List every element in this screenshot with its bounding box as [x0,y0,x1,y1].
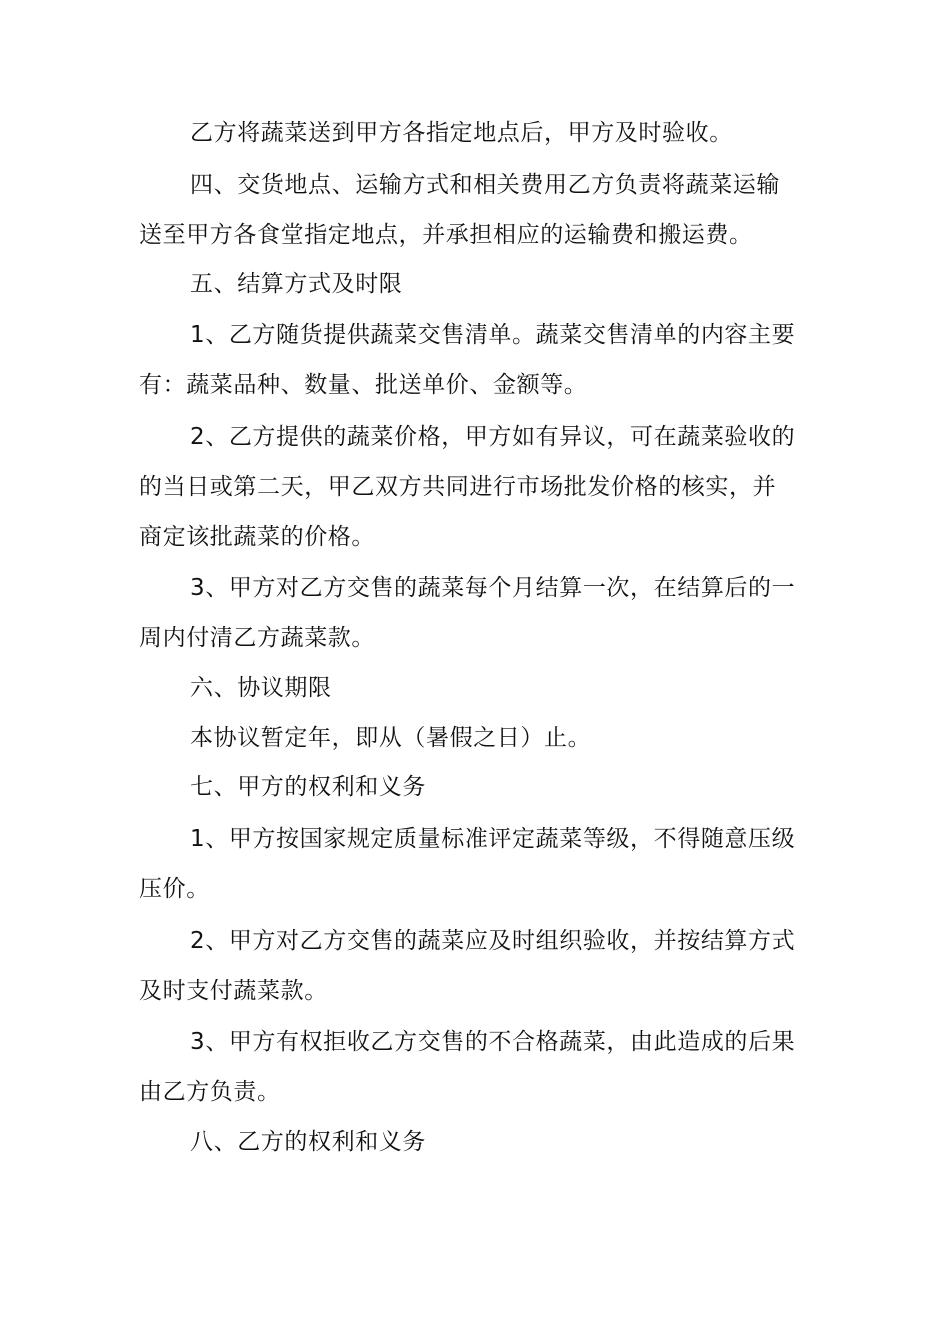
text-line: 本协议暂定年，即从（暑假之日）止。 [190,725,592,751]
text-line: 送至甲方各食堂指定地点，并承担相应的运输费和搬运费。 [139,222,753,248]
section-heading-party-a: 七、甲方的权利和义务 [190,774,426,800]
text-line: 2、甲方对乙方交售的蔬菜应及时组织验收，并按结算方式 [190,928,796,954]
text-line: 有：蔬菜品种、数量、批送单价、金额等。 [139,372,588,398]
text-line: 乙方将蔬菜送到甲方各指定地点后，甲方及时验收。 [190,120,733,146]
section-heading-party-b: 八、乙方的权利和义务 [190,1129,426,1155]
section-heading-delivery: 四、交货地点、运输方式和相关费用乙方负责将蔬菜运输 [190,172,780,198]
text-line: 周内付清乙方蔬菜款。 [139,625,375,651]
text-line: 2、乙方提供的蔬菜价格，甲方如有异议，可在蔬菜验收的 [190,424,796,450]
section-heading-settlement: 五、结算方式及时限 [190,271,403,297]
text-line: 压价。 [139,876,210,902]
text-line: 由乙方负责。 [139,1079,281,1105]
text-line: 商定该批蔬菜的价格。 [139,524,375,550]
section-heading-term: 六、协议期限 [190,675,332,701]
text-line: 1、甲方按国家规定质量标准评定蔬菜等级，不得随意压级 [190,826,796,852]
text-line: 及时支付蔬菜款。 [139,978,328,1004]
text-line: 1、乙方随货提供蔬菜交售清单。蔬菜交售清单的内容主要 [190,322,796,348]
text-line: 3、甲方有权拒收乙方交售的不合格蔬菜，由此造成的后果 [190,1029,796,1055]
text-line: 的当日或第二天，甲乙双方共同进行市场批发价格的核实，并 [139,474,777,500]
text-line: 3、甲方对乙方交售的蔬菜每个月结算一次，在结算后的一 [190,575,796,601]
